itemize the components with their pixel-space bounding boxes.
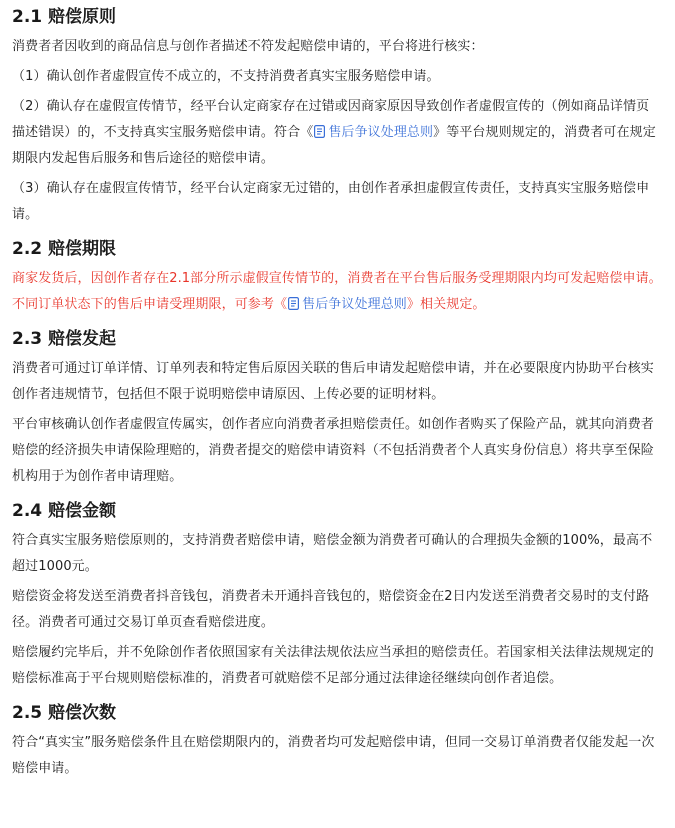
rule-link[interactable] — [313, 125, 433, 140]
section-compensation-count — [12, 696, 662, 782]
paragraph: 消费者可通过订单详情、订单列表和特定售后原因关联的售后申请发起赔偿申请，并在必要限度内协助平台核实创作者违规情节，包括但不限于说明赔偿申请原因、上传必要的证明材料。 — [12, 361, 654, 402]
paragraph-text: 》相关规定。 — [406, 297, 486, 312]
paragraph: 赔偿资金将发送至消费者抖音钱包，消费者未开通抖音钱包的，赔偿资金在2日内发送至消费者交易时的支付路径。消费者可通过交易订单页查看赔偿进度。 — [12, 589, 650, 630]
paragraph: （1）确认创作者虚假宣传不成立的，不支持消费者真实宝服务赔偿申请。 — [12, 69, 440, 84]
paragraph: 符合真实宝服务赔偿原则的，支持消费者赔偿申请，赔偿金额为消费者可确认的合理损失金额的100%，最高不超过1000元。 — [12, 533, 653, 574]
paragraph: 符合“真实宝”服务赔偿条件且在赔偿期限内的，消费者均可发起赔偿申请，但同一交易订单消费者仅能发起一次赔偿申请。 — [12, 735, 655, 776]
paragraph — [12, 94, 662, 172]
section-title: 2.1 赔偿原则 — [12, 7, 117, 27]
section-title: 2.2 赔偿期限 — [12, 239, 117, 259]
document-body — [12, 0, 662, 786]
highlighted-paragraph — [12, 266, 662, 318]
document-icon — [288, 297, 299, 310]
section-compensation-initiation — [12, 322, 662, 490]
rule-link-label[interactable]: 售后争议处理总则 — [328, 125, 434, 140]
section-title: 2.3 赔偿发起 — [12, 329, 117, 349]
rule-link[interactable] — [287, 297, 407, 312]
section-compensation-principle — [12, 0, 662, 228]
paragraph-text: （2）确认存在虚假宣传情节，经平台认定商家存在过错或因商家原因导致创作者虚假宣传的（例如商品详情页描述错误）的，不支持真实宝服务赔偿申请。符合《 — [12, 99, 650, 140]
section-title: 2.5 赔偿次数 — [12, 703, 117, 723]
paragraph: 赔偿履约完毕后，并不免除创作者依照国家有关法律法规依法应当承担的赔偿责任。若国家相关法律法规规定的赔偿标准高于平台规则赔偿标准的，消费者可就赔偿不足部分通过法律途径继续向创作者追偿。 — [12, 645, 654, 686]
paragraph: （3）确认存在虚假宣传情节，经平台认定商家无过错的，由创作者承担虚假宣传责任，支持真实宝服务赔偿申请。 — [12, 181, 650, 222]
section-title: 2.4 赔偿金额 — [12, 501, 117, 521]
paragraph-text: 》等平台规则规定的，消费者可在规定期限内发起售后服务和售后途径的赔偿申请。 — [12, 125, 656, 166]
paragraph: 平台审核确认创作者虚假宣传属实，创作者应向消费者承担赔偿责任。如创作者购买了保险产品，就其向消费者赔偿的经济损失申请保险理赔的，消费者提交的赔偿申请资料（不包括消费者个人真实身份信息）将共享至保险机构用于为创作者申请理赔。 — [12, 417, 654, 484]
section-compensation-period — [12, 232, 662, 318]
rule-link-label[interactable]: 售后争议处理总则 — [302, 297, 407, 312]
document-icon — [314, 125, 325, 138]
paragraph-text: 商家发货后，因创作者存在2.1部分所示虚假宣传情节的，消费者在平台售后服务受理期限内均可发起赔偿申请。不同订单状态下的售后申请受理期限，可参考《 — [12, 271, 662, 312]
section-compensation-amount — [12, 494, 662, 692]
paragraph: 消费者者因收到的商品信息与创作者描述不符发起赔偿申请的，平台将进行核实： — [12, 39, 484, 54]
